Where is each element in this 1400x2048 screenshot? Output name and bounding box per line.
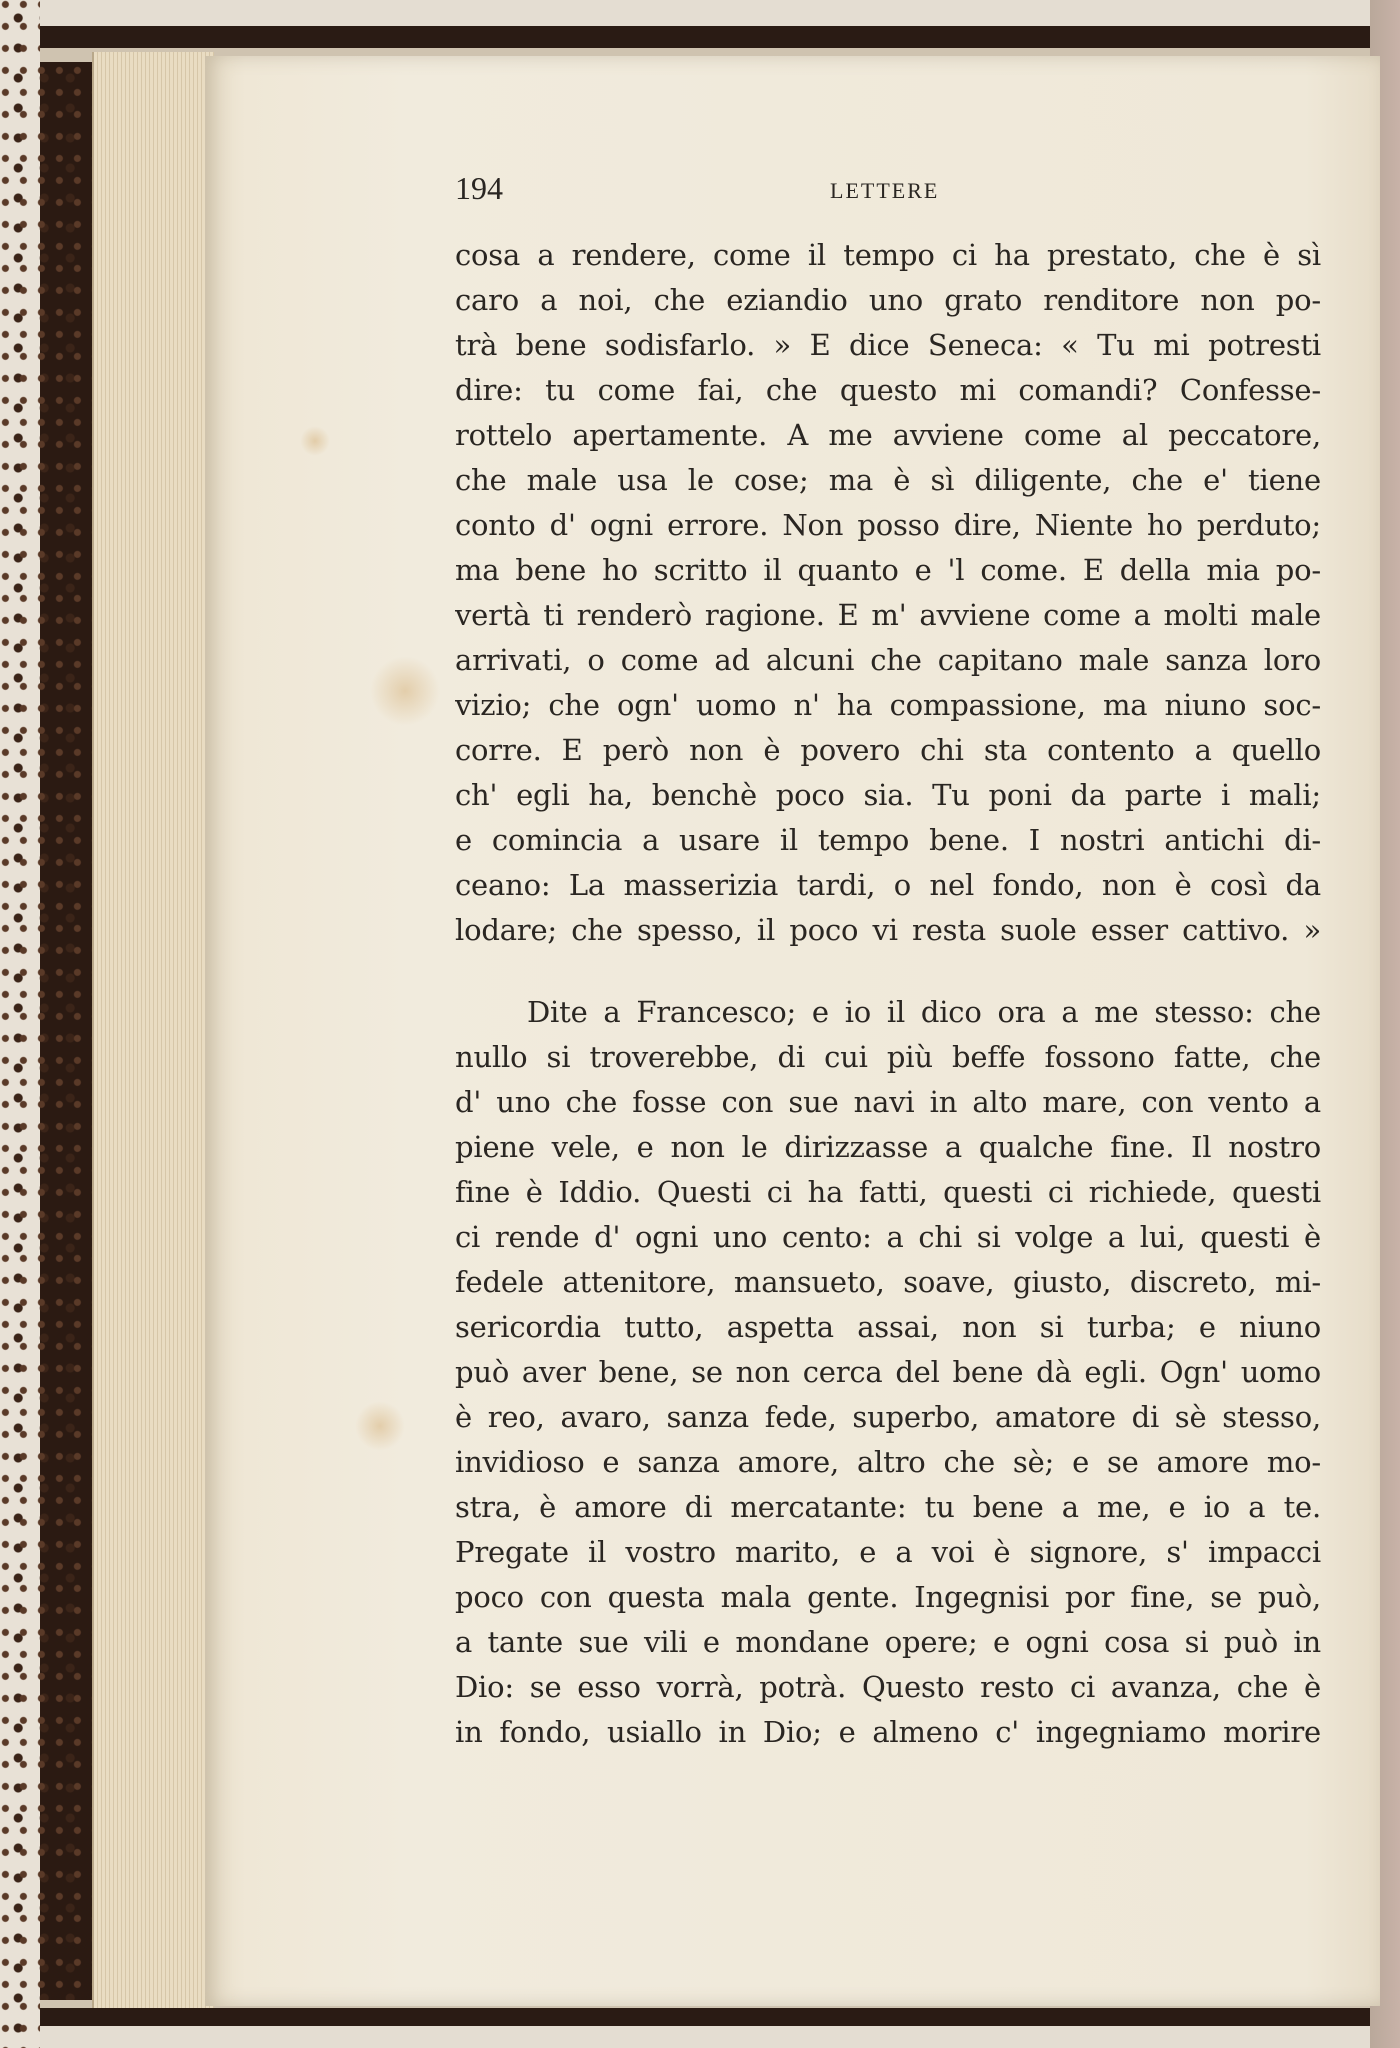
foxing-spot bbox=[355, 1401, 405, 1451]
text-line: ceano: La masserizia tardi, o nel fondo, non è così da bbox=[455, 868, 1321, 902]
text-line: in fondo, usiallo in Dio; e almeno c' ingegniamo morire bbox=[455, 1715, 1321, 1749]
text-line: ch' egli ha, benchè poco sia. Tu poni da parte i mali; bbox=[455, 778, 1321, 812]
page-number: 194 bbox=[455, 170, 503, 206]
text-line: stra, è amore di mercatante: tu bene a me, e io a te. bbox=[455, 1490, 1321, 1524]
text-line: può aver bene, se non cerca del bene dà egli. Ogn' uomo bbox=[455, 1355, 1321, 1389]
text-line: cosa a rendere, come il tempo ci ha prestato, che è sì bbox=[455, 238, 1321, 272]
text-line: corre. E però non è povero chi sta contento a quello bbox=[455, 733, 1321, 767]
page-stack-edge bbox=[92, 52, 214, 2008]
text-line: è reo, avaro, sanza fede, superbo, amatore di sè stesso, bbox=[455, 1400, 1321, 1434]
text-line: Pregate il vostro marito, e a voi è signore, s' impacci bbox=[455, 1535, 1321, 1569]
text-line: dire: tu come fai, che questo mi comandi? Confesse- bbox=[455, 373, 1321, 407]
text-line: rottelo apertamente. A me avviene come al peccatore, bbox=[455, 418, 1321, 452]
running-head-title: LETTERE bbox=[830, 178, 940, 203]
text-line: conto d' ogni errore. Non posso dire, Niente ho perduto; bbox=[455, 508, 1321, 542]
text-line: nullo si troverebbe, di cui più beffe fossono fatte, che bbox=[455, 1040, 1321, 1074]
paragraph bbox=[455, 990, 1321, 1755]
text-line: vertà ti renderò ragione. E m' avviene come a molti male bbox=[455, 598, 1321, 632]
text-line: e comincia a usare il tempo bene. I nostri antichi di- bbox=[455, 823, 1321, 857]
text-line: trà bene sodisfarlo. » E dice Seneca: « Tu mi potresti bbox=[455, 328, 1321, 362]
foxing-spot bbox=[300, 426, 330, 456]
text-line: ma bene ho scritto il quanto e 'l come. E della mia po- bbox=[455, 553, 1321, 587]
text-line: d' uno che fosse con sue navi in alto mare, con vento a bbox=[455, 1085, 1321, 1119]
text-line: caro a noi, che eziandio uno grato renditore non po- bbox=[455, 283, 1321, 317]
foxing-spot bbox=[370, 656, 440, 726]
text-line: ci rende d' ogni uno cento: a chi si volge a lui, questi è bbox=[455, 1220, 1321, 1254]
text-line: fine è Iddio. Questi ci ha fatti, questi ci richiede, questi bbox=[455, 1175, 1321, 1209]
book-cover-top bbox=[40, 0, 1400, 62]
text-line: a tante sue vili e mondane opere; e ogni cosa si può in bbox=[455, 1625, 1321, 1659]
text-line: Dio: se esso vorrà, potrà. Questo resto ci avanza, che è bbox=[455, 1670, 1321, 1704]
text-line: sericordia tutto, aspetta assai, non si turba; e niuno bbox=[455, 1310, 1321, 1344]
text-line: che male usa le cose; ma è sì diligente, che e' tiene bbox=[455, 463, 1321, 497]
running-head bbox=[455, 170, 1315, 220]
text-line: invidioso e sanza amore, altro che sè; e se amore mo- bbox=[455, 1445, 1321, 1479]
text-line: vizio; che ogn' uomo n' ha compassione, ma niuno soc- bbox=[455, 688, 1321, 722]
text-line: fedele attenitore, mansueto, soave, giusto, discreto, mi- bbox=[455, 1265, 1321, 1299]
text-line: Dite a Francesco; e io il dico ora a me stesso: che bbox=[527, 995, 1321, 1029]
paragraph bbox=[455, 233, 1321, 953]
text-line: piene vele, e non le dirizzasse a qualche fine. Il nostro bbox=[455, 1130, 1321, 1164]
text-line: poco con questa mala gente. Ingegnisi por fine, se può, bbox=[455, 1580, 1321, 1614]
text-line: lodare; che spesso, il poco vi resta suole esser cattivo. » bbox=[455, 913, 1321, 947]
text-line: arrivati, o come ad alcuni che capitano male sanza loro bbox=[455, 643, 1321, 677]
book-cover-bottom bbox=[40, 2000, 1400, 2048]
